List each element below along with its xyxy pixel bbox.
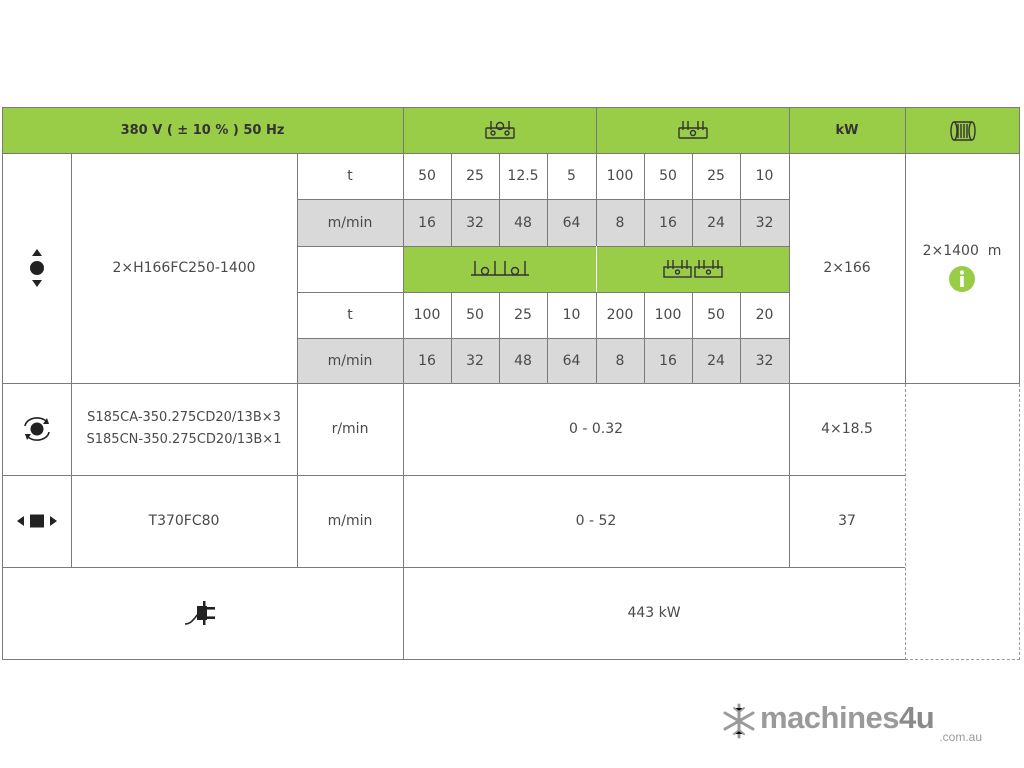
hoist-g1-speed-value: 24 (707, 214, 725, 231)
hoist-g1-t-value: 12.5 (507, 168, 539, 184)
slewing-model-2: S185CN-350.275CD20/13B×1 (86, 432, 282, 447)
hoist-g1-speed-value: 16 (418, 214, 436, 231)
hoist-g1-t-value: 5 (567, 168, 576, 184)
hoist-g1-t-value: 50 (418, 168, 436, 184)
hoist-g1-speed-value: 8 (615, 214, 625, 231)
hoist-g2-t-value: 10 (562, 307, 581, 323)
hoist-g1-speed-value: 48 (514, 214, 532, 231)
hoist-g1-t-value: 25 (466, 168, 484, 184)
hoist-g1-t-value: 100 (606, 168, 634, 184)
hoist-g2-speed-value: 8 (615, 352, 625, 369)
cable-length: 2×1400 m (922, 243, 1002, 259)
hoist-g2-t-value: 50 (466, 307, 484, 323)
hoist-g1-t-value: 25 (707, 168, 725, 184)
hoist-g1-speed-value: 16 (659, 214, 677, 231)
trolley-travel-icon (2, 475, 71, 567)
hoist-g1-speed-label: m/min (327, 214, 373, 231)
double-hook-4-fall-icon (596, 246, 789, 292)
slewing-kw: 4×18.5 (821, 421, 873, 437)
slewing-models (71, 383, 297, 475)
hoist-g2-t-value: 25 (514, 307, 532, 323)
trolley-range: 0 - 52 (575, 513, 617, 529)
total-power: 443 kW (627, 605, 681, 621)
hoist-g2-t-label: t (347, 307, 353, 323)
trolley-model: T370FC80 (148, 513, 220, 529)
double-hook-2-fall-icon (403, 246, 596, 292)
slewing-rotate-icon (2, 383, 71, 475)
hoist-g2-speed-value: 32 (755, 352, 774, 369)
hoist-g2-t-value: 100 (654, 307, 682, 323)
logo-brand: machines (760, 700, 900, 735)
hoist-g2-speed-value: 24 (707, 352, 725, 369)
info-icon[interactable] (948, 265, 976, 293)
hook-4-fall-icon (596, 107, 789, 153)
hoist-g2-speed-label: m/min (327, 352, 373, 369)
trolley-kw: 37 (838, 513, 856, 529)
hoist-g2-speed-value: 16 (659, 352, 677, 369)
hoist-g2-t-value: 20 (755, 307, 774, 323)
hoist-g2-speed-value: 32 (466, 352, 484, 369)
slewing-model-1: S185CA-350.275CD20/13B×3 (87, 410, 281, 425)
hoist-model: 2×H166FC250-1400 (112, 260, 256, 276)
hoist-g2-t-value: 100 (413, 307, 441, 323)
hoist-g2-t-value: 50 (707, 307, 725, 323)
slewing-unit: r/min (331, 421, 369, 437)
slewing-range: 0 - 0.32 (568, 421, 624, 437)
logo-wordmark (760, 700, 934, 736)
hoist-g1-t-label: t (347, 168, 353, 184)
hoist-g2-speed-value: 64 (562, 352, 581, 369)
hook-2-fall-icon (403, 107, 596, 153)
trolley-unit: m/min (327, 513, 373, 529)
hoist-g2-t-value: 200 (606, 307, 634, 323)
power-plug-icon (2, 567, 403, 659)
hoist-g1-t-value: 10 (755, 168, 774, 184)
snowflake-icon (722, 702, 756, 740)
kw-header: kW (835, 122, 859, 138)
hoist-g1-t-value: 50 (659, 168, 677, 184)
hoist-g1-speed-value: 32 (755, 214, 774, 231)
hoist-kw: 2×166 (823, 260, 871, 276)
hoist-g2-speed-value: 16 (418, 352, 436, 369)
logo-brand-4u: 4u (899, 700, 935, 735)
hoist-g2-speed-value: 48 (514, 352, 532, 369)
machines4u-logo (722, 700, 992, 746)
cable-length-cell (905, 153, 1019, 383)
hoist-lift-icon (2, 153, 71, 383)
hoist-g1-speed-value: 64 (562, 214, 581, 231)
power-supply-label: 380 V ( ± 10 % ) 50 Hz (120, 122, 285, 138)
logo-domain: .com.au (939, 730, 982, 744)
hoist-g1-speed-value: 32 (466, 214, 484, 231)
cable-reel-icon (906, 108, 1019, 153)
